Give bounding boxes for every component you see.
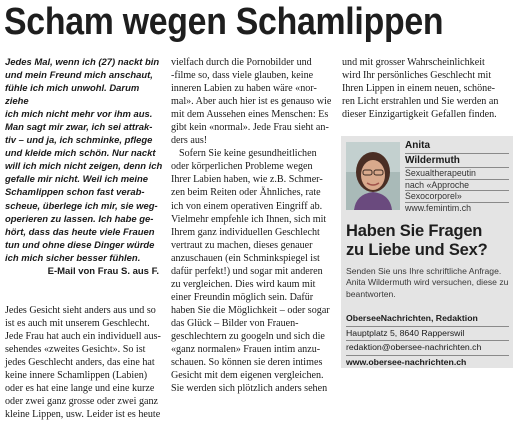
- answer-line: ders aus!: [171, 135, 208, 147]
- answer-line: Jede Frau hat auch ein individuell aus-: [5, 330, 161, 342]
- answer-line: kleine Lippen, usw. Leider ist es heute: [5, 409, 161, 421]
- question-line: scheue, überlege ich mir, sie weg-: [5, 200, 158, 212]
- answer-line: mal». Aber auch hier ist es genauso wie: [171, 96, 332, 108]
- question-line: Schamlippen schon fast verab-: [5, 187, 145, 199]
- answer-line: Gesicht mit dem eigenen vergleichen.: [171, 370, 324, 382]
- answer-line: gibt kein «normal». Jede Frau sieht an-: [171, 122, 329, 134]
- question-line: fühle ich mich unwohl. Darum ziehe: [5, 83, 140, 108]
- author-photo: [346, 142, 400, 210]
- author-name: [405, 140, 509, 167]
- answer-line: haben Sie die Möglichkeit – oder sogar: [171, 304, 330, 316]
- author-meta-line: nach «Approche: [405, 179, 509, 191]
- answer-line: oder körperlichen Probleme wegen: [171, 161, 313, 173]
- contact-website[interactable]: www.obersee-nachrichten.ch: [346, 356, 467, 367]
- callout-headline: [346, 222, 511, 260]
- contact-address: [346, 312, 509, 369]
- author-first-name: Anita: [405, 140, 430, 151]
- answer-line: ich von einem operativen Eingriff ab.: [171, 200, 323, 212]
- contact-org: OberseeNachrichten, Redaktion: [346, 312, 509, 327]
- answer-line: «ganz normalen» Frauen intim anzu-: [171, 344, 321, 356]
- answer-line: Ihren Lippen in einem neuen, schöne-: [342, 83, 496, 95]
- author-credentials: [405, 167, 509, 213]
- question-line: tiv – und ja, ich schminke, pflege: [5, 135, 153, 147]
- answer-line: sehendes «zweites Gesicht». So ist: [5, 343, 146, 355]
- answer-line: vielfach durch die Pornobilder und: [171, 57, 312, 68]
- answer-line: keine innere Schamlippen (Labien): [5, 370, 148, 382]
- answer-line: zen beim Reiten oder Ähnliches, rate: [171, 187, 321, 199]
- column-1: [5, 56, 163, 421]
- answer-line: zu vergleichen. Dies wird kaum mit: [171, 278, 316, 290]
- callout-headline-line: Haben Sie Fragen: [346, 222, 483, 240]
- callout-headline-line: zu Liebe und Sex?: [346, 241, 488, 259]
- reader-question: [5, 56, 163, 265]
- answer-line: inneren Labien zu haben wäre «nor-: [171, 83, 317, 95]
- answer-line: -filme so, dass viele glauben, keine: [171, 70, 314, 82]
- question-line: Jedes Mal, wenn ich (27) nackt bin: [5, 57, 160, 68]
- answer-part-1: [5, 304, 163, 421]
- answer-line: Sie werden sich plötzlich anders sehen: [171, 383, 328, 395]
- contact-email[interactable]: redaktion@obersee-nachrichten.ch: [346, 341, 509, 356]
- contact-street: Hauptplatz 5, 8640 Rapperswil: [346, 327, 509, 342]
- advice-info-box: [341, 136, 513, 368]
- answer-line: wird Ihr persönliches Geschlecht mit: [342, 70, 492, 82]
- answer-part-3: [342, 56, 512, 121]
- answer-line: oder es hat eine lange und eine kurze: [5, 383, 155, 395]
- answer-line: anzuschauen (ein Schminkspiegel ist: [171, 252, 320, 264]
- answer-line: geschlechtern zu googeln und sich die: [171, 330, 325, 342]
- answer-line: ren Licht erstrahlen und Sie werden an: [342, 96, 499, 108]
- author-last-name: Wildermuth: [405, 153, 509, 167]
- author-meta-line: Sexocorporel»: [405, 190, 509, 202]
- answer-line: Vielmehr empfehle ich Ihnen, sich mit: [171, 213, 327, 225]
- question-signature: E-Mail von Frau S. aus F.: [47, 265, 159, 277]
- question-line: und kleide mich schön. Nur nackt: [5, 148, 156, 160]
- answer-line: dafür perfekt!) und sogar mit anderen: [171, 265, 323, 277]
- answer-line: das Glück – Bilder von Frauen-: [171, 317, 299, 329]
- article-headline: Scham wegen Schamlippen: [4, 1, 444, 43]
- answer-line: Ihrem ganz individuellen Geschlecht: [171, 226, 320, 238]
- question-line: operieren zu lassen. Ich habe ge-: [5, 213, 154, 225]
- answer-line: Sofern Sie keine gesundheitlichen: [179, 148, 317, 160]
- answer-line: jedes Geschlecht anders, das eine hat: [5, 356, 155, 368]
- question-line: und mein Freund mich anschaut,: [5, 70, 153, 82]
- question-line: will ich mich nicht zeigen, denn ich: [5, 161, 163, 173]
- question-line: hört, dass das heute viele Frauen: [5, 226, 155, 238]
- author-meta-line: Sexualtherapeutin: [405, 167, 509, 179]
- answer-line: oder zwei ganz grosse oder zwei ganz: [5, 396, 159, 408]
- question-line: ich mich nicht mehr vor ihm aus.: [5, 109, 153, 121]
- answer-line: Ihrer Labien haben, wie z.B. Schmer-: [171, 174, 323, 186]
- answer-line: Jedes Gesicht sieht anders aus und so: [5, 304, 156, 316]
- answer-line: einer Freundin möglich sein. Dafür: [171, 291, 314, 303]
- callout-text: Senden Sie uns Ihre schriftliche Anfrage. Anita Wildermuth wird versuchen, diese zu beantworten.: [346, 266, 509, 299]
- author-website: www.femintim.ch: [405, 202, 509, 214]
- answer-line: vertraut zu machen, dieses genauer: [171, 239, 313, 251]
- question-line: Man sagt mir zwar, ich sei attrak-: [5, 122, 153, 134]
- answer-line: und mit grosser Wahrscheinlichkeit: [342, 57, 485, 68]
- answer-line: schauen. So können sie deren intimes: [171, 357, 323, 369]
- answer-line: dieser Einzigartigkeit Gefallen finden.: [342, 109, 497, 121]
- question-line: ich mich sicher besser fühlen.: [5, 252, 141, 264]
- question-line: gefalle mir nicht. Weil ich meine: [5, 174, 149, 186]
- question-line: tun und ohne diese Dinger würde: [5, 239, 155, 251]
- answer-part-2: [171, 56, 337, 395]
- answer-line: ist es auch mit unserem Geschlecht.: [5, 317, 150, 329]
- answer-line: mit dem Aussehen eines Menschen: Es: [171, 109, 329, 121]
